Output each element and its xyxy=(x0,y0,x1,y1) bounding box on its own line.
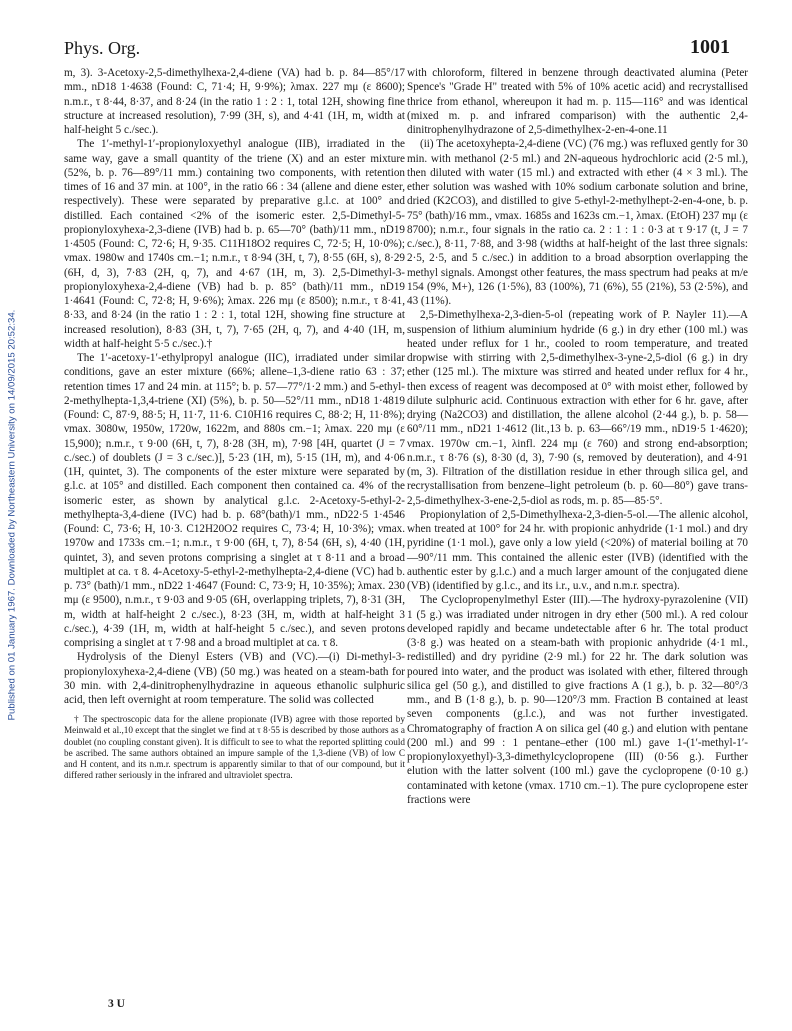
download-notice-text: Published on 01 January 1967. Downloaded by Northeastern University on 14/09/2015 20:52:34. xyxy=(6,309,18,721)
paragraph: with chloroform, filtered in benzene through deactivated alumina (Peter Spence's "Grade H" treated with 5% of 10% acetic acid) and recrystallised thrice from ethanol, whereupon it had m. p. 115—116° and was identical (mixed m. p. and infrared comparison) with the authentic 2,4-dinitrophenylhydrazone of 2,5-dimethylhex-2-en-4-one.11 xyxy=(407,67,748,136)
paragraph: m, 3). 3-Acetoxy-2,5-dimethylhexa-2,4-diene (VA) had b. p. 84—85°/17 mm., nD18 1·4638 (Found: C, 71·4; H, 9·9%); λmax. 227 mμ (ε 8600); n.m.r., τ 8·44, 8·37, and 8·24 (in the ratio 1 : 2 : 1, total 12H, showing fine structure at increased resolution), 7·99 (3H, s), and 4·41 (1H, m, width at half-height 5 c./sec.). xyxy=(64,67,405,136)
paragraph: The Cyclopropenylmethyl Ester (III).—The hydroxy-pyrazolenine (VII) 1 (5 g.) was irradiated under nitrogen in dry ether (500 ml.). A red colour developed rapidly and became undetectable after 6 hr. The total product (3·8 g.) was heated on a steam-bath with propionic anhydride (4·1 ml., redistilled) and dry pyridine (2·9 ml.) for 22 hr. The dark solution was poured into water, and the product was isolated with ether, filtered through silica gel (50 g.), and distilled to give fractions A (1 g.), b. p. 32—80°/3 mm., and B (1·8 g.), b. p. 90—120°/3 mm. Fraction B contained at least seven components (g.l.c.), and was not further investigated. Chromatography of fraction A on silica gel (40 g.) and elution with pentane (200 ml.) and 99 : 1 pentane–ether (100 ml.) gave 1-(1′-methyl-1′-propionyloxyethyl)-3,3-dimethylcyclopropene (III) (0·56 g.). Further elution with the latter solvent (100 ml.) gave the cyclopropene (0·10 g.) contaminated with ketone (νmax. 1710 cm.−1). The pure cyclopropene ester fractions were xyxy=(407,594,748,806)
folio-mark: 3 U xyxy=(108,998,125,1010)
paragraph: (ii) The acetoxyhepta-2,4-diene (VC) (76 mg.) was refluxed gently for 30 min. with methanol (2·5 ml.) and 2N-aqueous hydrochloric acid (2·5 ml.), then diluted with water (15 ml.) and extracted with ether (4 × 3 ml.). The ether solution was washed with 10% sodium carbonate solution and brine, dried (K2CO3), and distilled to give 5-ethyl-2-methylhept-2-en-4-one, b. p. 75° (bath)/16 mm., νmax. 1685s and 1623s cm.−1, λmax. (EtOH) 237 mμ (ε 8700); n.m.r., four signals in the ratio ca. 2 : 1 : 1 : 0·3 at τ 9·17 (t, J = 7 c./sec.), 8·11, 7·88, and 3·98 (widths at half-height of the last three signals: 2·5, 2·5, and 5 c./sec.) in addition to a broad absorption overlapping the methyl signals. Amongst other features, the mass spectrum had peaks at m/e 154 (9%, M+), 126 (1·5%), 83 (100%), 71 (6%), 55 (21%), 53 (2·5%), and 43 (11%). xyxy=(407,138,748,307)
paragraph: Hydrolysis of the Dienyl Esters (VB) and (VC).—(i) Di-methyl-3-propionyloxyhexa-2,4-diene (VB) (50 mg.) was heated on a steam-bath for 30 min. with 2,4-dinitrophenylhydrazine in aqueous ethanolic sulphuric acid, then left overnight at room temperature. The solid was collected xyxy=(64,651,405,706)
page-number: 1001 xyxy=(690,36,730,58)
running-header: Phys. Org. xyxy=(64,38,141,58)
footnote-text: † The spectroscopic data for the allene propionate (IVB) agree with those reported by Meinwald et al.,10 except that the singlet we find at τ 8·55 is described by those authors as a doublet (no coupling constant given). It is difficult to see to what the reported splitting could be ascribed. The same authors obtained an impure sample of the 1,3-diene (VB) of low C and H content, and its n.m.r. spectrum is apparently similar to that of our compound, but it differed rather seriously in the infrared and ultraviolet spectra. xyxy=(64,714,405,781)
paragraph: Propionylation of 2,5-Dimethylhexa-2,3-dien-5-ol.—The allenic alcohol, when treated at 100° for 24 hr. with propionic anhydride (1·1 mol.) and dry pyridine (1·1 mol.), gave only a low yield (<20%) of material boiling at 70—90°/11 mm. This contained the allenic ester (IVB) (identified with the authentic ester by g.l.c.) and a much larger amount of the conjugated diene (VB) (identified by g.l.c., and its i.r., u.v., and n.m.r. spectra). xyxy=(407,508,748,592)
footnote xyxy=(64,714,405,781)
paragraph: The 1′-methyl-1′-propionyloxyethyl analogue (IIB), irradiated in the same way, gave a small quantity of the triene (X) and an ester mixture (52%, b. p. 76—89°/11 mm.) containing two components, with retention times of 16 and 37 min. at 100°, in the ratio 66 : 34 (allene and diene ester, respectively). These were separated by preparative g.l.c. at 100° and distilled. Each contained <2% of the isomeric ester. 2,5-Dimethyl-5-propionyloxyhexa-2,3-diene (IVB) had b. p. 65—70° (bath)/11 mm., nD19 1·4505 (Found: C, 72·6; H, 9·35. C11H18O2 requires C, 72·5; H, 10·0%); νmax. 1980w and 1740s cm.−1; n.m.r., τ 8·94 (3H, t, 7), 8·55 (6H, s), 8·29 (6H, d, 3), 7·83 (2H, q, 7), and 4·67 (1H, m, 3). 2,5-Dimethyl-3-propionyloxyhexa-2,4-diene (VB) had b. p. 85° (bath)/11 mm., nD19 1·4641 (Found: C, 72·8; H, 9·6%); λmax. 226 mμ (ε 8500); n.m.r., τ 8·41, 8·33, and 8·24 (in the ratio 1 : 2 : 1, total 12H, showing fine structure at increased resolution), 8·83 (3H, t, 7), 7·65 (2H, q, 7), and 4·40 (1H, m, width at half-height 5·5 c./sec.).† xyxy=(64,138,405,350)
right-column xyxy=(407,66,748,807)
left-column xyxy=(64,66,405,781)
paragraph: The 1′-acetoxy-1′-ethylpropyl analogue (IIC), irradiated under similar conditions, gave an ester mixture (66%; allene–1,3-diene ratio 63 : 37; retention times 17 and 24 min. at 115°; b. p. 57—77°/1·2 mm.) and 5-ethyl-2-methylhepta-1,3,4-triene (XI) (5%), b. p. 50—52°/11 mm., nD18 1·4819 (Found: C, 87·9, 88·5; H, 11·7, 11·6. C10H16 requires C, 88·2; H, 11·8%); νmax. 3080w, 1950w, 1720w, 1622m, and 880s cm.−1; λmax. 220 mμ (ε 15,900); n.m.r., τ 9·00 (6H, t, 7), 8·28 (3H, m), 7·98 [4H, quartet (J = 7 c./sec.) of doublets (J = 3 c./sec.)], 5·23 (1H, m), 5·15 (1H, m), and 4·06 (1H, quintet, 3). The components of the ester mixture were separated by g.l.c. at 105° and distilled. Each component then contained ca. 4% of the isomeric ester, as shown by analytical g.l.c. 2-Acetoxy-5-ethyl-2-methylhepta-3,4-diene (IVC) had b. p. 68°(bath)/1 mm., nD22·5 1·4546 (Found: C, 73·6; H, 10·3. C12H20O2 requires C, 73·4; H, 10·3%); νmax. 1970w and 1733s cm.−1; n.m.r., τ 9·00 (6H, t, 7), 8·54 (6H, s), 4·40 (1H, quintet, 3), and seven protons comprising a singlet at τ 8·11 and a broad multiplet at ca. τ 8. 4-Acetoxy-5-ethyl-2-methylhepta-2,4-diene (VC) had b. p. 73° (bath)/1 mm., nD22 1·4647 (Found: C, 73·9; H, 10·35%); λmax. 230 mμ (ε 9500), n.m.r., τ 9·03 and 9·05 (6H, overlapping triplets, 7), 8·31 (3H, m, width at half-height 2 c./sec.), 8·23 (3H, m, width at half-height 3 c./sec.), 4·39 (1H, m, width at half-height 5 c./sec.), and seven protons comprising a singlet at τ 7·98 and a broad multiplet at ca. τ 8. xyxy=(64,352,405,649)
paragraph: 2,5-Dimethylhexa-2,3-dien-5-ol (repeating work of P. Nayler 11).—A suspension of lithium aluminium hydride (6 g.) in dry ether (100 ml.) was heated under reflux for 1 hr., cooled to room temperature, and treated dropwise with stirring with 2,5-dimethylhex-3-yne-2,5-diol (6 g.) in dry ether (125 ml.). The mixture was stirred and heated under reflux for 4 hr., then excess of reagent was decomposed at 0° with moist ether, followed by dilute sulphuric acid. Continuous extraction with ether for 6 hr. gave, after drying (Na2CO3) and distillation, the allene alcohol (2·44 g.), b. p. 58—60°/11 mm., nD21 1·4612 (lit.,13 b. p. 63—66°/19 mm., nD19·5 1·4620); νmax. 1970w cm.−1, λinfl. 224 mμ (ε 760) and strong end-absorption; n.m.r., τ 8·76 (s), 8·30 (d, 3), 7·90 (s, removed by deuteration), and 4·91 (m, 3). Filtration of the distillation residue in ether through silica gel, and recrystallisation from benzene–light petroleum (b. p. 60—80°) gave trans-2,5-dimethylhex-3-ene-2,5-diol as rods, m. p. 85—85·5°. xyxy=(407,309,748,507)
download-notice xyxy=(2,195,22,835)
